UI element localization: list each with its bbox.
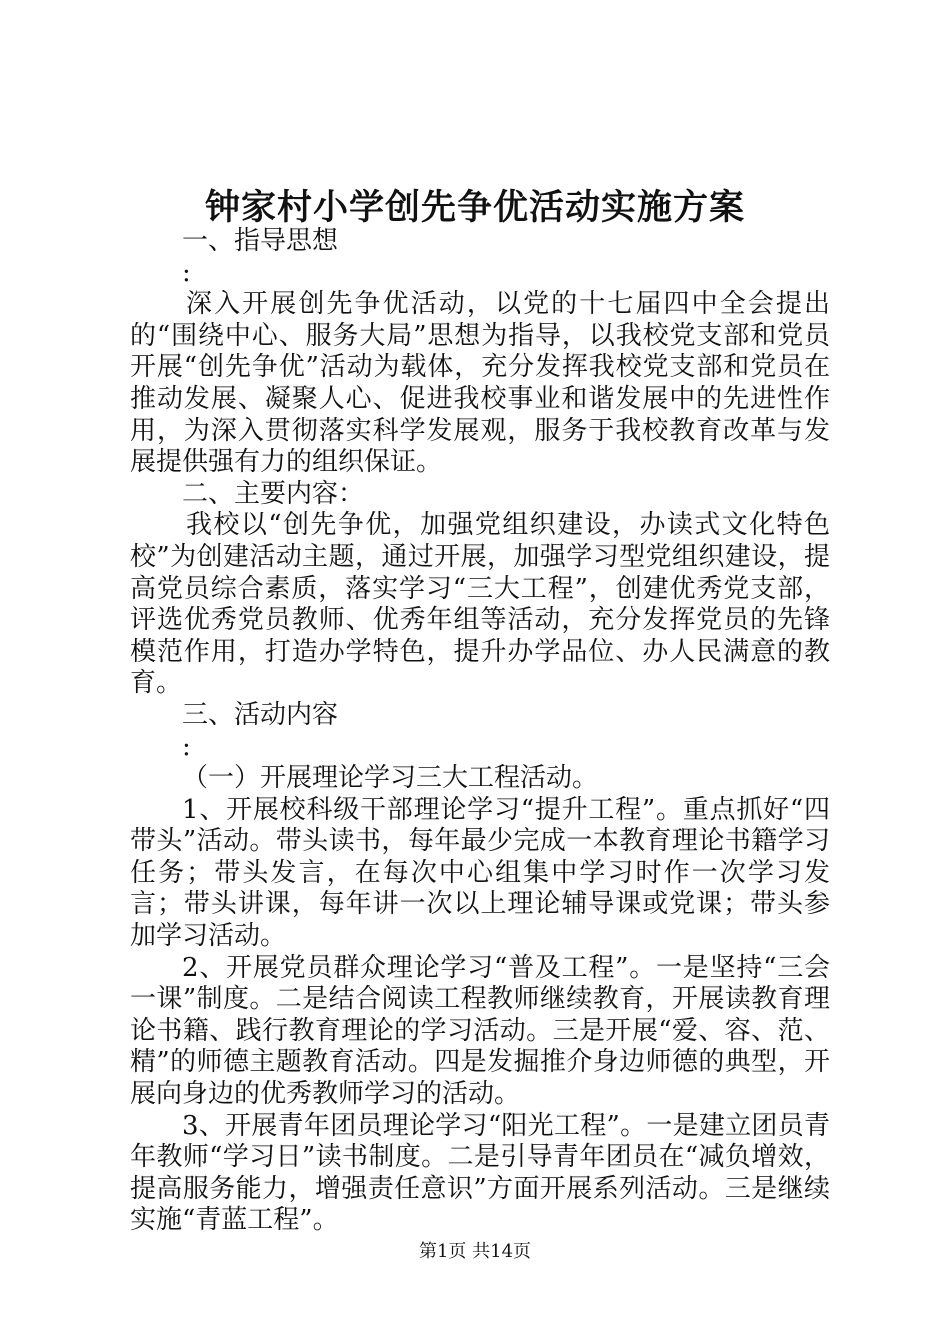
document-title: 钟家村小学创先争优活动实施方案: [204, 187, 745, 228]
paragraph-guiding-ideology: 深入开展创先争优活动，以党的十七届四中全会提出的“围绕中心、服务大局”思想为指导，以我校党支部和党员开展“创先争优”活动为载体，充分发挥我校党支部和党员在推动发展、凝聚人心、促进我校事业和谐发展中的先进性作用，为深入贯彻落实科学发展观，服务于我校教育改革与发展提供强有力的组织保证。: [130, 289, 830, 478]
section-colon: :: [182, 257, 191, 288]
section-heading-activity-content: 三、活动内容: [182, 699, 339, 730]
document-body: [130, 226, 830, 1237]
page-footer: 第1页 共14页: [418, 1241, 532, 1262]
list-item-youth-study: 3、开展青年团员理论学习“阳光工程”。一是建立团员青年教师“学习日”读书制度。二是引导青年团员在“减负增效，提高服务能力，增强责任意识”方面开展系列活动。三是继续实施“青蓝工程”。: [130, 1110, 830, 1236]
list-item-cadre-study: 1、开展校科级干部理论学习“提升工程”。重点抓好“四带头”活动。带头读书，每年最少完成一本教育理论书籍学习任务；带头发言，在每次中心组集中学习时作一次学习发言；带头讲课，每年讲一次以上理论辅导课或党课；带头参加学习活动。: [130, 794, 830, 952]
section-colon: :: [182, 731, 191, 762]
section-heading-guiding-ideology: 一、指导思想: [182, 226, 339, 256]
section-heading-main-content: 二、主要内容：: [182, 478, 365, 509]
list-item-member-study: 2、开展党员群众理论学习“普及工程”。一是坚持“三会一课”制度。二是结合阅读工程教师继续教育，开展读教育理论书籍、践行教育理论的学习活动。三是开展“爱、容、范、精”的师德主题教育活动。四是发掘推介身边师德的典型，开展向身边的优秀教师学习的活动。: [130, 952, 830, 1110]
subsection-heading-theory-study: （一）开展理论学习三大工程活动。: [182, 763, 599, 794]
paragraph-main-content: 我校以“创先争优，加强党组织建设，办读式文化特色校”为创建活动主题，通过开展，加强学习型党组织建设，提高党员综合素质，落实学习“三大工程”，创建优秀党支部，评选优秀党员教师、优秀年组等活动，充分发挥党员的先锋模范作用，打造办学特色，提升办学品位、办人民满意的教育。: [130, 510, 830, 699]
